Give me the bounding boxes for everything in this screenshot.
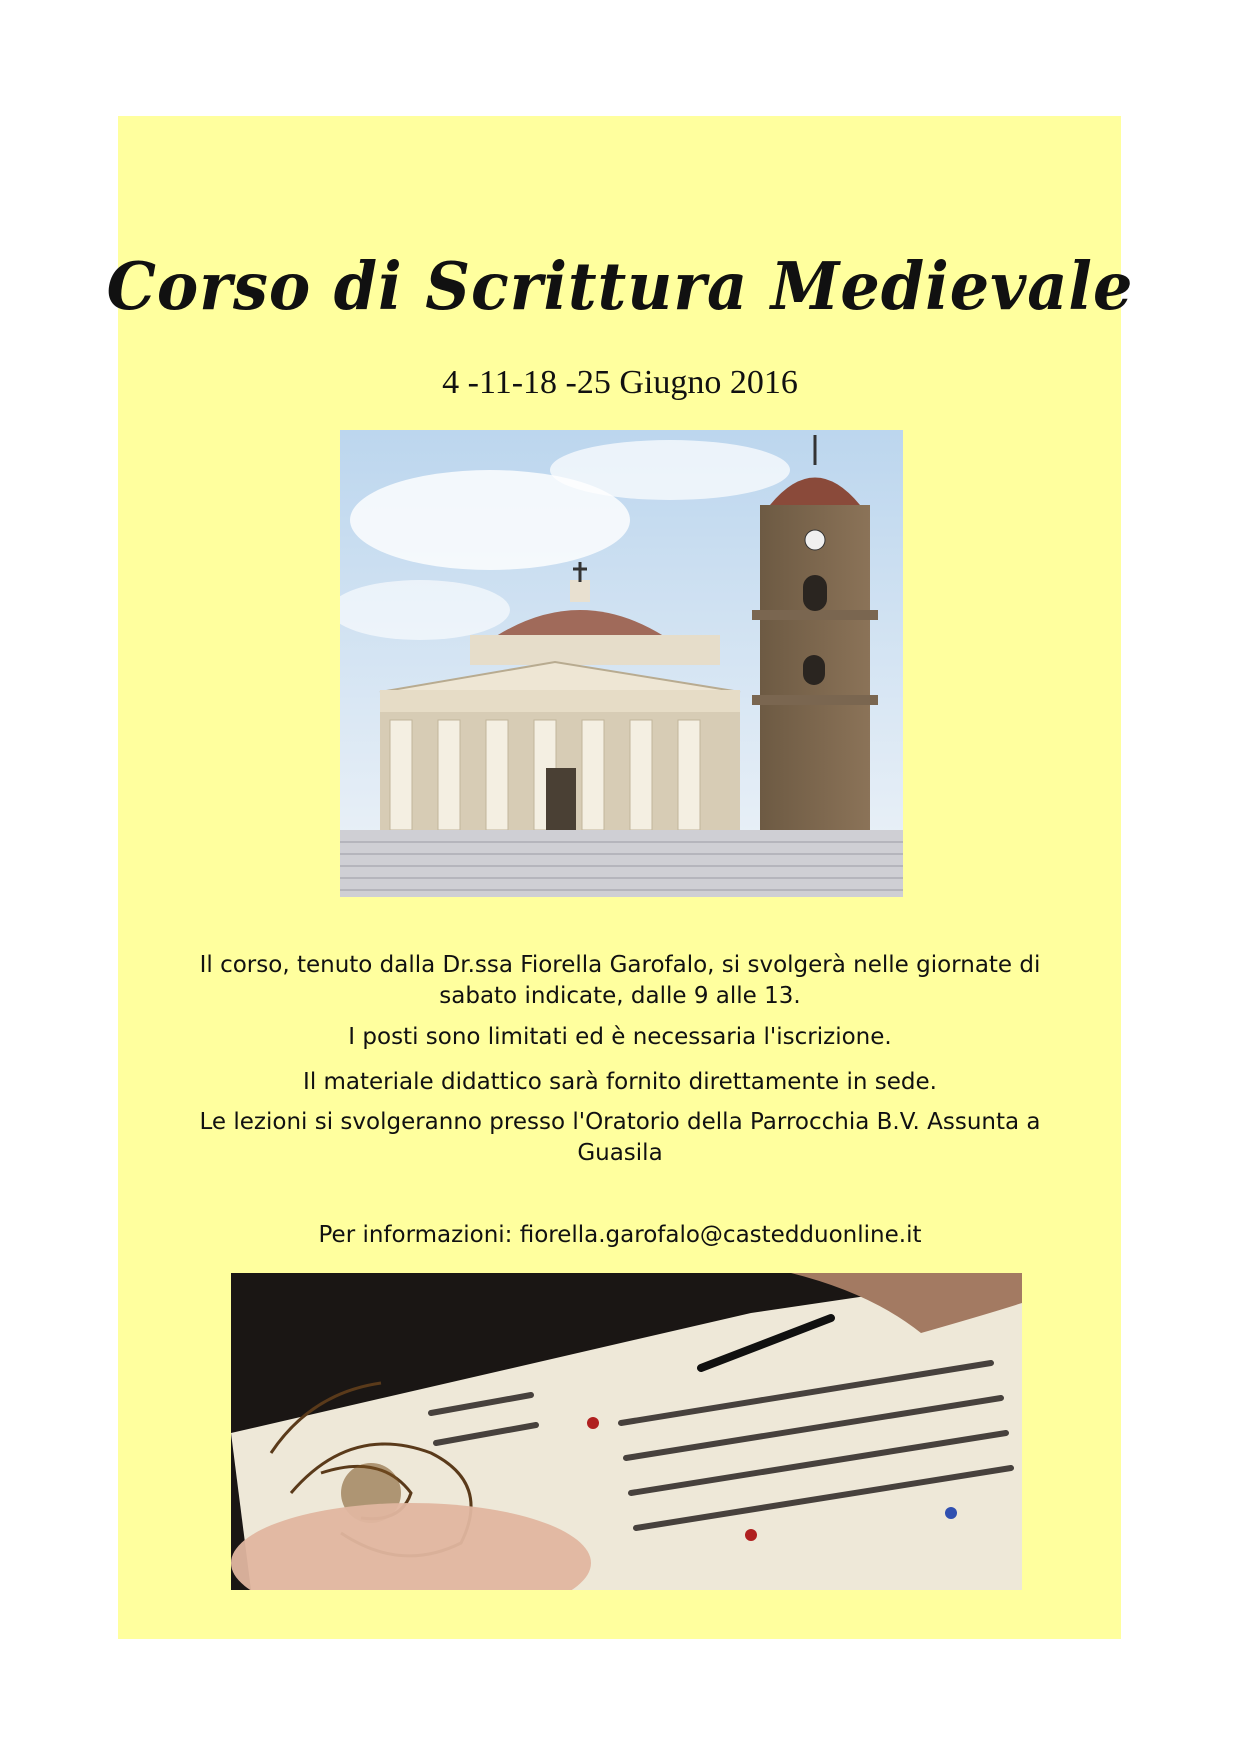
manuscript-photo xyxy=(231,1273,1022,1590)
location-notice: Le lezioni si svolgeranno presso l'Oratorio della Parrocchia B.V. Assunta a Guasila xyxy=(199,1109,1041,1166)
church-photo xyxy=(340,430,903,897)
course-description: Il corso, tenuto dalla Dr.ssa Fiorella Garofalo, si svolgerà nelle giornate di sabato indicate, dalle 9 alle 13. xyxy=(199,952,1041,1009)
poster-title: Corso di Scrittura Medievale xyxy=(106,248,1134,325)
limited-seats-notice: I posti sono limitati ed è necessaria l'iscrizione. xyxy=(348,1024,892,1050)
materials-notice: Il materiale didattico sarà fornito direttamente in sede. xyxy=(303,1069,937,1095)
contact-info: Per informazioni: fiorella.garofalo@castedduonline.it xyxy=(318,1222,922,1248)
poster-dates: 4 -11-18 -25 Giugno 2016 xyxy=(442,364,798,401)
